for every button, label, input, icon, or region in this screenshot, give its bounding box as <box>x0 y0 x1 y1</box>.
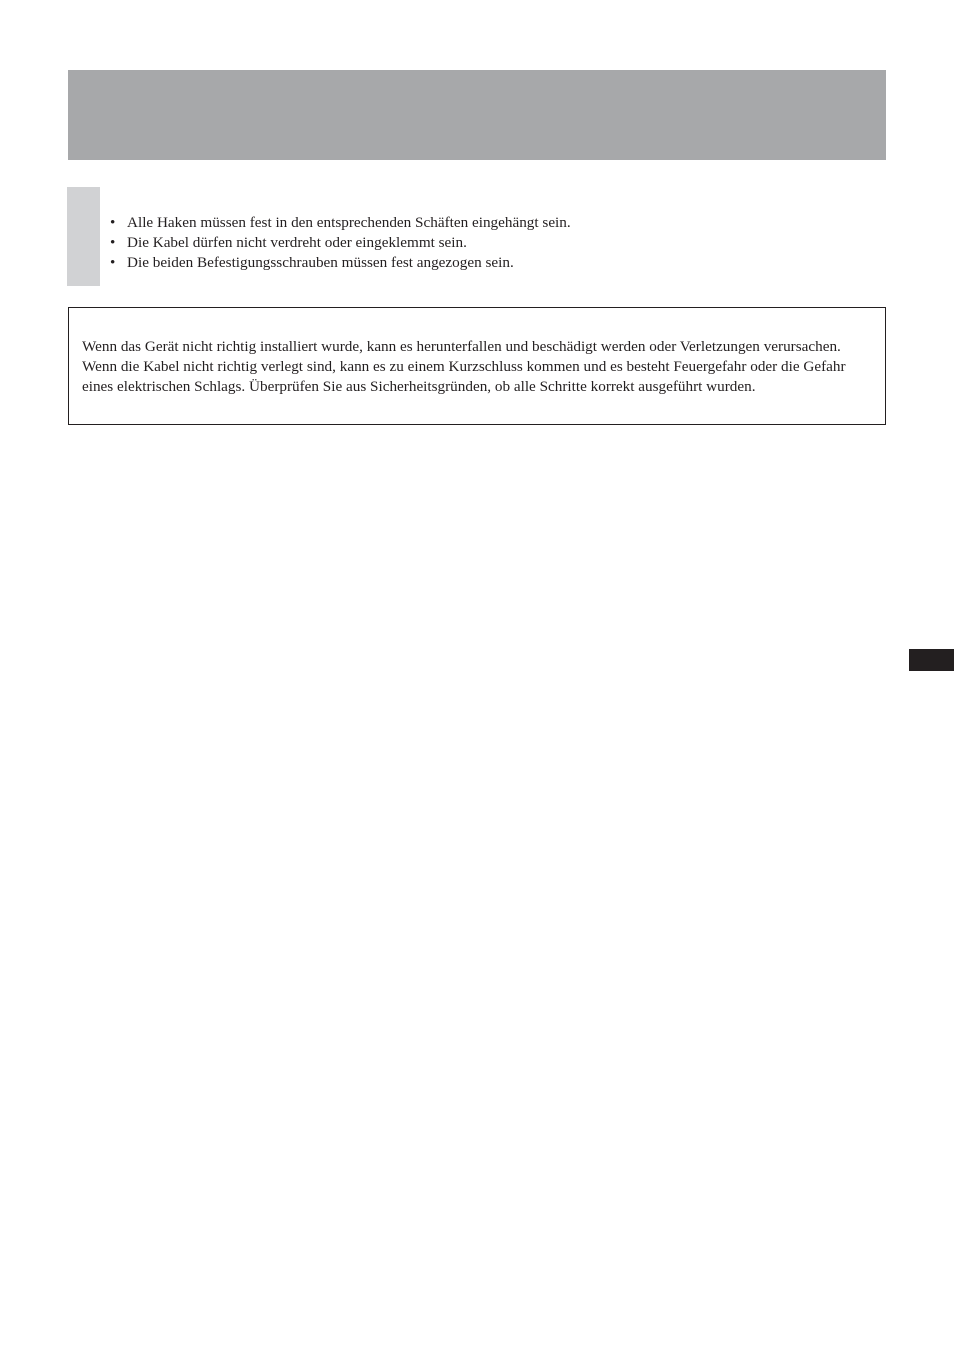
bullet-icon: • <box>110 254 116 271</box>
checklist-item-text: Alle Haken müssen fest in den entsprechenden Schäften eingehängt sein. <box>127 214 571 231</box>
warning-text: Wenn das Gerät nicht richtig installiert wurde, kann es herunterfallen und beschädigt werden oder Verletzungen verursachen. Wenn die Kabel nicht richtig verlegt sind, kann es zu einem Kurzschluss kommen und es besteht Feuergefahr oder die Gefahr eines elektrischen Schlags. Überprüfen Sie aus Sicherheitsgründen, ob alle Schritte korrekt ausgeführt wurden. <box>82 338 846 395</box>
side-tab <box>909 649 954 671</box>
checklist-item-text: Die Kabel dürfen nicht verdreht oder eingeklemmt sein. <box>127 234 467 251</box>
header-band <box>68 70 886 160</box>
section-marker <box>67 187 100 286</box>
checklist-item <box>108 213 571 233</box>
bullet-icon: • <box>110 214 116 231</box>
bullet-icon: • <box>110 234 116 251</box>
checklist-item-text: Die beiden Befestigungsschrauben müssen fest angezogen sein. <box>127 254 514 271</box>
checklist-item <box>108 253 571 273</box>
checklist-section <box>67 187 886 286</box>
checklist <box>108 213 571 273</box>
warning-box <box>68 307 886 425</box>
checklist-item <box>108 233 571 253</box>
